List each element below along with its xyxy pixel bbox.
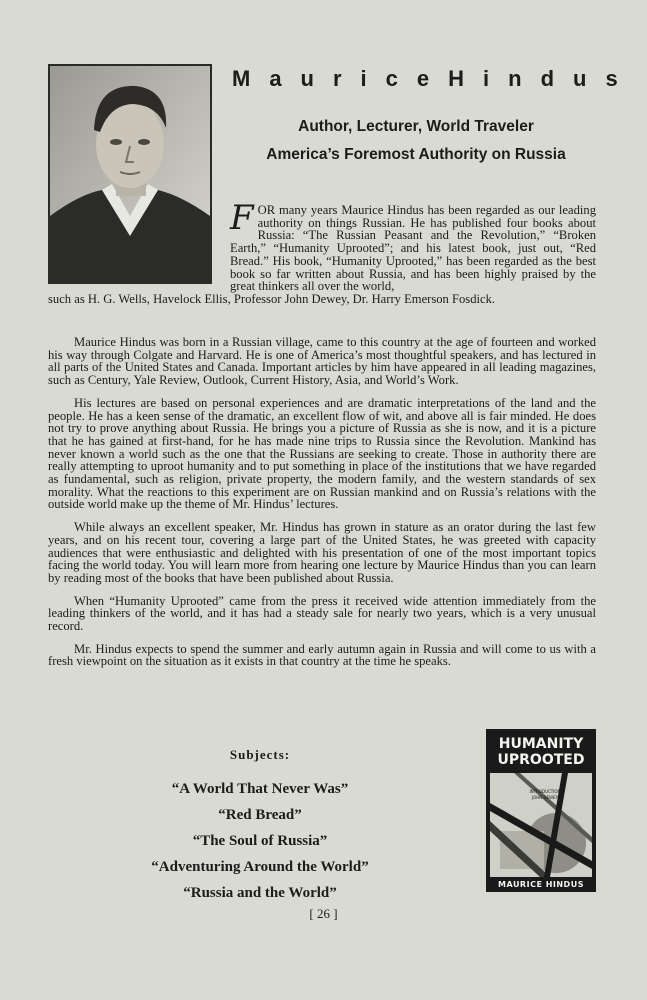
- subject-item: “Russia and the World”: [183, 885, 337, 901]
- book-cover-intro-line: INTRODUCTION: [529, 789, 561, 794]
- author-last-name: Hindus: [448, 66, 637, 91]
- subject-item: “Adventuring Around the World”: [151, 859, 369, 875]
- intro-continuation: such as H. G. Wells, Havelock Ellis, Professor John Dewey, Dr. Harry Emerson Fosdick.: [48, 292, 496, 306]
- book-cover-title: [486, 736, 596, 768]
- subject-item: “Red Bread”: [218, 807, 302, 823]
- tagline-secondary: America’s Foremost Authority on Russia: [266, 146, 566, 163]
- book-cover-title-line: HUMANITY: [498, 736, 584, 752]
- intro-paragraph: [230, 198, 596, 294]
- page-number: [ 26 ]: [309, 906, 338, 921]
- book-cover-title-line: UPROOTED: [497, 752, 585, 768]
- book-cover-intro: [510, 789, 580, 801]
- subject-item: “The Soul of Russia”: [192, 833, 328, 849]
- subject-item: “A World That Never Was”: [171, 781, 349, 797]
- subjects-heading: Subjects:: [229, 747, 291, 762]
- book-cover-image: [486, 729, 596, 892]
- paragraph-book: When “Humanity Uprooted” came from the press it received wide attention immediately from the leading thinkers of the world, and it has had a steady sale for nearly two years, which is a very unusual record.: [48, 593, 596, 634]
- book-cover-author: MAURICE HINDUS: [498, 880, 584, 889]
- tagline-primary: Author, Lecturer, World Traveler: [298, 118, 534, 135]
- author-first-name: Maurice: [232, 66, 449, 91]
- drop-cap: F: [230, 198, 254, 238]
- book-cover-intro-line: JOHN DEWEY: [531, 795, 559, 800]
- paragraph-speaker: While always an excellent speaker, Mr. Hindus has grown in stature as an orator during the last few years, and on his recent tour, covering a large part of the United States, he was greeted with capacity audiences that were enthusiastic and delighted with his presentation of one of the most important topics facing the world today. You will learn more from hearing one lecture by Maurice Hindus than you can learn by reading most of the books that have been published about Russia.: [48, 520, 596, 585]
- paragraph-travel: Mr. Hindus expects to spend the summer and early autumn again in Russia and will come to us with a fresh viewpoint on the situation as it exists in that country at the time he speaks.: [48, 641, 596, 669]
- subjects-list: [100, 776, 420, 906]
- intro-text: OR many years Maurice Hindus has been regarded as our leading authority on things Russian. He has published four books about Russia: “The Russian Peasant and the Revolution,” “Broken Earth,” “Humanity Uprooted”; and his latest book, just out, “Red Bread.” His book, “Humanity Uprooted,” has been regarded as the best book so far written about Russia, and has been highly praised by the great thinkers all over the world,: [230, 203, 596, 294]
- author-portrait: [48, 64, 212, 284]
- paragraph-lectures: His lectures are based on personal experiences and are dramatic interpretations of the land and the people. He has a keen sense of the dramatic, an excellent flow of wit, and above all is fair minded. He does not try to prove anything about Russia. He brings you a picture of Russia as she is now, and it is a picture that he has gained at first-hand, for he has made nine trips to Russia since the Revolution. Mankind has never known a world such as the one that the Russians are seeking to create. Those in authority there are really attempting to uproot humanity and to put something in place of the institutions that we have regarded as fundamental, such as religion, private property, the modern family, and the western standards of sex morality. What the reactions to this experiment are on Russian mankind and on Russia’s relations with the outside world make up the theme of Mr. Hindus’ lectures.: [48, 395, 596, 512]
- paragraph-background: Maurice Hindus was born in a Russian village, came to this country at the age of fourteen and worked his way through Colgate and Harvard. He is one of America’s most thoughtful speakers, and has lectured in all parts of the United States and Canada. Important articles by him have appeared in all leading magazines, such as Century, Yale Review, Outlook, Current History, Asia, and World’s Work.: [48, 335, 596, 388]
- body-text: [48, 336, 596, 678]
- author-name: [232, 66, 637, 92]
